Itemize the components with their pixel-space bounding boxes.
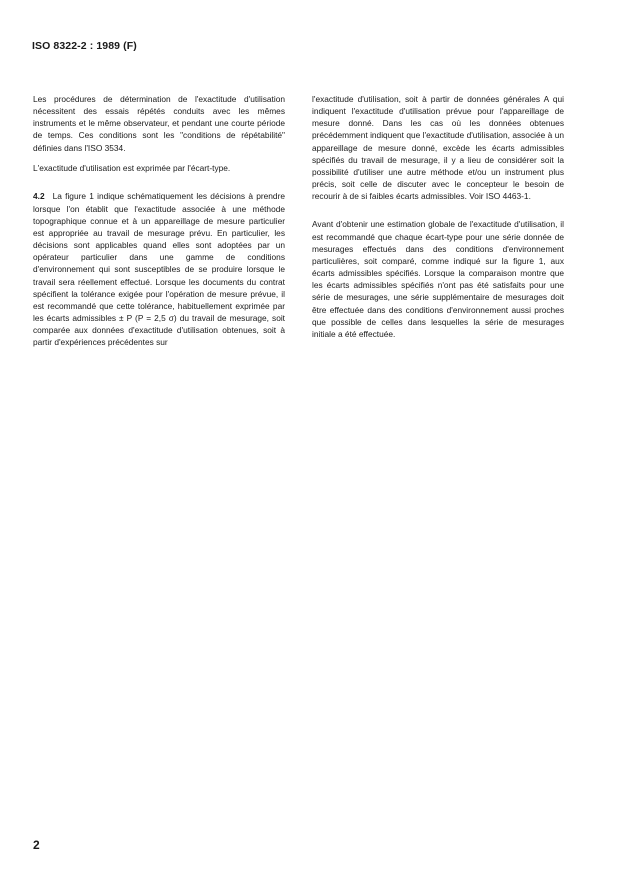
paragraph-repeatability-conditions: Les procédures de détermination de l'exactitude d'utilisation nécessitent des essais répétés conduits avec les mêmes instruments et le même observateur, et pendant une courte période de temps. Ces conditions sont les "conditions de répétabilité" définies dans l'ISO 3534.: [33, 94, 285, 153]
paragraph-accuracy-continuation: l'exactitude d'utilisation, soit à partir de données générales A qui indiquent l'exactitude d'utilisation prévue pour l'appareillage de mesure donné. Dans les cas où les données obtenues précédemment indiquent que l'exactitude d'utilisation, associée à un appareillage de mesure donné, excède les écarts admissibles spécifiés du travail de mesurage, il y a lieu de considérer soit la possibilité d'utiliser une autre méthode et/ou un instrument plus précis, soit celle de discuter avec le concepteur le besoin de recourir à de si faibles écarts admissibles. Voir ISO 4463-1.: [312, 94, 564, 202]
page-number: 2: [33, 838, 40, 852]
right-column: [312, 93, 564, 348]
section-4-2-paragraph: [33, 190, 285, 348]
section-4-2-text: La figure 1 indique schématiquement les décisions à prendre lorsque l'on établit que l'exactitude associée à une méthode topographique connue et à un appareillage de mesure particulier est appropriée au travail de mesurage prévu. En particulier, les décisions sont applicables quand elles sont adoptées par un opérateur particulier dans une gamme de conditions d'environnement qui sont susceptibles de se produire lorsque le travail sera réellement effectué. Lorsque les documents du contrat spécifient la tolérance exigée pour l'opération de mesure prévue, il est recommandé que cette tolérance, habituellement exprimée par les écarts admissibles ± P (P = 2,5 σ) du travail de mesurage, soit comparée aux données d'exactitude d'utilisation obtenues, soit à partir d'expériences précédentes sur: [33, 191, 285, 348]
left-column: [33, 93, 285, 357]
paragraph-standard-deviation: L'exactitude d'utilisation est exprimée par l'écart-type.: [33, 163, 231, 174]
document-header: ISO 8322-2 : 1989 (F): [32, 40, 137, 52]
paragraph-global-estimate: Avant d'obtenir une estimation globale de l'exactitude d'utilisation, il est recommandé que chaque écart-type pour une série donnée de mesurages effectués dans des conditions d'environnement particulières, soit comparé, comme indiqué sur la figure 1, aux écarts admissibles spécifiés. Lorsque la comparaison montre que les écarts admissibles spécifiés n'ont pas été satisfaits pour une série de mesurages, une série supplémentaire de mesurages doit être effectuée dans des conditions d'environnement aussi proches que possible de celles dans lesquelles la série de mesurages initiale a été effectuée.: [312, 219, 564, 339]
section-number: 4.2: [33, 191, 45, 202]
